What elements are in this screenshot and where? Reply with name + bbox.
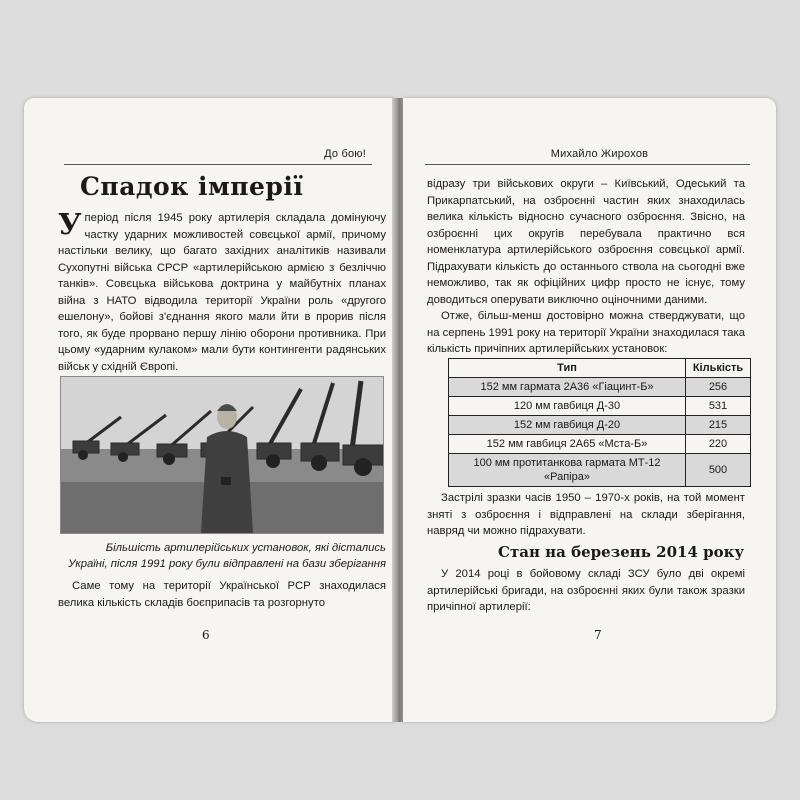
header-rule <box>425 164 750 165</box>
page-number-left: 6 <box>202 628 210 642</box>
table-header-row <box>449 359 751 378</box>
right-page <box>403 98 776 722</box>
left-page <box>24 98 394 722</box>
running-head-left: До бою! <box>324 148 366 160</box>
table-row <box>449 416 751 435</box>
table-row <box>449 435 751 454</box>
table-cell-type: 152 мм гавбиця 2А65 «Мста-Б» <box>449 435 686 454</box>
paragraph-intro-text: перiод пiсля 1945 року артилерiя складала домiнуючу частку ударних можливостей совєцької армiї, причому настiльки велику, що багато захiдних аналiтикiв називали Сухопутнi вiйська СРСР «артилерiйською армiєю з безлiччю танкiв». Совєцька вiйськова доктрина у майбутнiх планах вiйна з НАТО вiдводила територiї України роль «другого ешелону», бойовi з'єднання якого мали йти в прорив пiсля того, як буде прорвано першу лiнiю оборони противника. При цьому «ударним кулаком» мали бути контингенти радянських вiйськ у схiднiй Європi. <box>58 212 386 373</box>
paragraph-intro <box>58 207 386 375</box>
paragraph-obsolete: Застрiлi зразки часiв 1950 – 1970-х рокiв, на той момент знятi з озброєння i вiдправленi на склади зберiгання, навряд чи можно пiдрахувати. <box>427 492 745 537</box>
table-row <box>449 397 751 416</box>
table-row <box>449 378 751 397</box>
table-cell-qty: 256 <box>686 378 751 397</box>
table-cell-qty: 220 <box>686 435 751 454</box>
column-header-qty: Кiлькiсть <box>686 359 751 378</box>
paragraph-2014: У 2014 роцi в бойовому складi ЗСУ було двi окремi артилерiйськi бригади, на озброєннi яких були також зразки причiпної артилерiї: <box>427 568 745 613</box>
artillery-photo-image <box>61 377 383 533</box>
table-cell-qty: 215 <box>686 416 751 435</box>
paragraph-districts: вiдразу три вiйськових округи – Київський, Одеський та Прикарпатський, на озброєннi частин яких знаходилась велика кiлькiсть вiдносно сучасного озброєння. Звiсно, на озброєннi цих округiв перебувала практично вся номенклатура артилерiйського озброєння совєцької армiї. Пiдрахувати кiлькiсть до останнього ствола на сьогоднi вже неможливо, так як офiцiйних цифр просто не iснує, тому доводиться оперувати виключно оцiночними даними. <box>427 178 745 306</box>
section-title: Стан на березень 2014 року <box>498 543 745 561</box>
page-number-right: 7 <box>594 628 602 642</box>
drop-cap: У <box>58 207 82 241</box>
paragraph-continuation: Саме тому на територiї Української РСР знаходилася велика кiлькiсть складiв боєприпасiв та розгорнуто <box>58 580 386 609</box>
paragraph-estimate: Отже, бiльш-менш достовiрно можна стверджувати, що на серпень 1991 року на територiї України знаходилася така кiлькiсть причiпних артилерiйських установок: <box>427 310 745 355</box>
running-head-right: Михайло Жирохов <box>550 148 649 160</box>
table-cell-qty: 500 <box>686 454 751 487</box>
photo-caption-line-1: Бiльшiсть артилерiйських установок, якi дiстались <box>105 542 386 554</box>
header-rule <box>64 164 372 165</box>
photo-caption <box>60 540 386 572</box>
table-cell-type: 100 мм протитанкова гармата МТ-12 «Рапiра» <box>449 454 686 487</box>
photo-caption-line-2: Українi, пiсля 1991 року були вiдправленi на бази зберiгання <box>68 558 386 570</box>
table-cell-type: 152 мм гармата 2А36 «Гiацинт-Б» <box>449 378 686 397</box>
chapter-title: Спадок імперії <box>80 172 304 201</box>
table-row <box>449 454 751 487</box>
table-cell-qty: 531 <box>686 397 751 416</box>
artillery-table <box>448 358 751 487</box>
table-cell-type: 152 мм гавбиця Д-20 <box>449 416 686 435</box>
table-cell-type: 120 мм гавбиця Д-30 <box>449 397 686 416</box>
column-header-type: Тип <box>449 359 686 378</box>
artillery-photo <box>60 376 384 534</box>
